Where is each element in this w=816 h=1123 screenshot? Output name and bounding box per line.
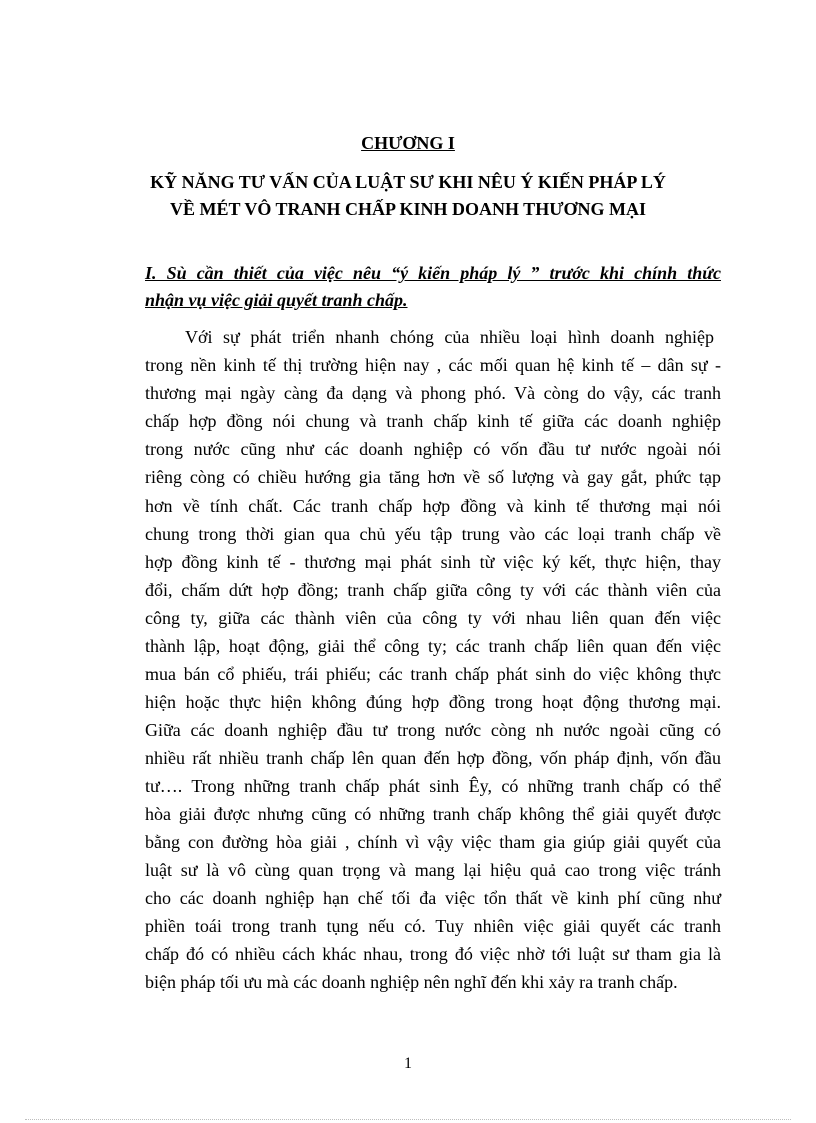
body-line: trong nước cũng như các doanh nghiệp có vốn đầu tư nước ngoài nói: [145, 439, 721, 459]
body-line: Giữa các doanh nghiệp đầu tư trong nước còng nh nước ngoài cũng có: [145, 720, 721, 740]
body-line: bằng con đường hòa giải , chính vì vậy việc tham gia giúp giải quyết của: [145, 832, 721, 852]
chapter-title-line-1: KỸ NĂNG TƯ VẤN CỦA LUẬT SƯ KHI NÊU Ý KIẾN PHÁP LÝ: [150, 172, 666, 192]
chapter-title-line-2: VỀ MÉT VÔ TRANH CHẤP KINH DOANH THƯƠNG MẠI: [169, 199, 647, 219]
body-line: chấp đó có nhiều cách khác nhau, trong đó việc nhờ tới luật sư tham gia là: [145, 944, 721, 964]
body-line: hơn về tính chất. Các tranh chấp hợp đồng và kinh tế thương mại nói: [145, 496, 721, 516]
body-line: biện pháp tối ưu mà các doanh nghiệp nên nghĩ đến khi xảy ra tranh chấp.: [145, 972, 678, 992]
chapter-label: [0, 133, 816, 154]
body-line: chung trong thời gian qua chủ yếu tập trung vào các loại tranh chấp về: [145, 524, 721, 544]
body-line: chấp hợp đồng nói chung và tranh chấp kinh tế giữa các doanh nghiệp: [145, 411, 721, 431]
page-divider: [25, 1119, 791, 1120]
body-line: riêng còng có chiều hướng gia tăng hơn về số lượng và gay gắt, phức tạp: [145, 467, 721, 487]
body-line: Với sự phát triển nhanh chóng của nhiều loại hình doanh nghiệp: [185, 327, 714, 347]
page-number: 1: [404, 1055, 412, 1072]
body-line: đổi, chấm dứt hợp đồng; tranh chấp giữa công ty với các thành viên của: [145, 580, 721, 600]
chapter-label-text: CHƯƠNG I: [361, 133, 455, 153]
body-line: nhiều rất nhiều tranh chấp lên quan đến hợp đồng, vốn pháp định, vốn đầu: [145, 748, 721, 768]
body-line: hòa giải được nhưng cũng có những tranh chấp không thể giải quyết được: [145, 804, 721, 824]
body-line: phiền toái trong tranh tụng nếu có. Tuy nhiên việc giải quyết các tranh: [145, 916, 721, 936]
body-line: công ty, giữa các thành viên của công ty với nhau liên quan đến việc: [145, 608, 721, 628]
body-line: luật sư là vô cùng quan trọng và mang lại hiệu quả cao trong việc tránh: [145, 860, 721, 880]
body-line: hiện hoặc thực hiện không đúng hợp đồng trong hoạt động thương mại.: [145, 692, 721, 712]
body-line: tư…. Trong những tranh chấp phát sinh Êy, có những tranh chấp có thể: [145, 776, 721, 796]
body-line: cho các doanh nghiệp hạn chế tối đa việc tổn thất về kinh phí cũng như: [145, 888, 721, 908]
body-line: thương mại ngày càng đa dạng và phong phó. Và còng do vậy, các tranh: [145, 383, 721, 403]
body-line: thành lập, hoạt động, giải thể công ty; các tranh chấp liên quan đến việc: [145, 636, 721, 656]
body-line: trong nền kinh tế thị trường hiện nay , các mối quan hệ kinh tế – dân sự -: [145, 355, 721, 375]
body-line: hợp đồng kinh tế - thương mại phát sinh từ việc ký kết, thực hiện, thay: [145, 552, 721, 572]
section-heading-line-1: I. Sù cần thiết của việc nêu “ý kiến pháp lý ” trước khi chính thức: [145, 263, 721, 283]
body-line: mua bán cổ phiếu, trái phiếu; các tranh chấp phát sinh do việc không thực: [145, 664, 721, 684]
section-heading-line-2: nhận vụ việc giải quyết tranh chấp.: [145, 290, 408, 310]
